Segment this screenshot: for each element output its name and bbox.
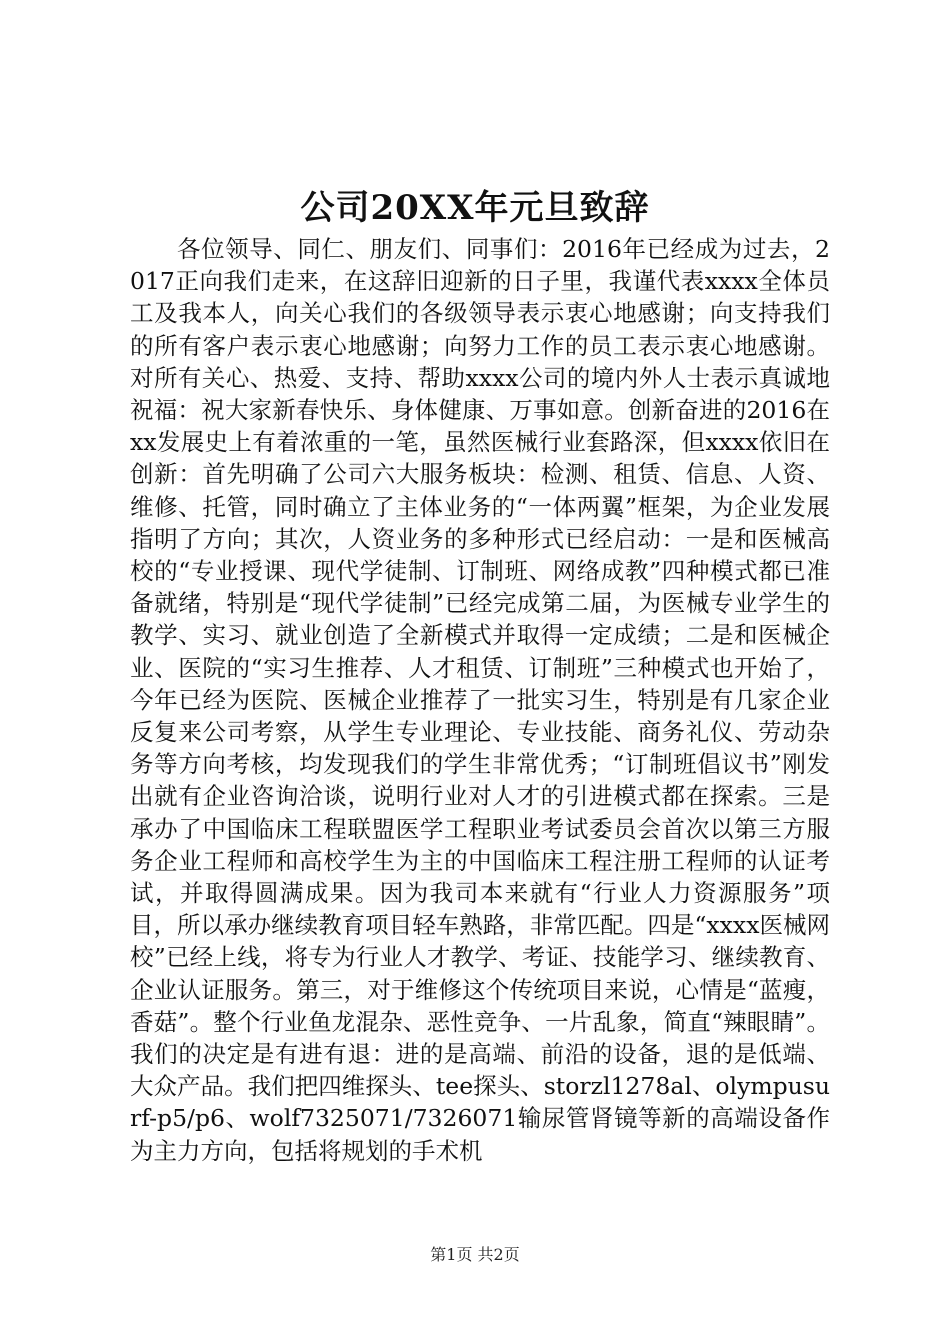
document-title: 公司20XX年元旦致辞 — [300, 188, 650, 228]
document-body: 各位领导、同仁、朋友们、同事们：2016年已经成为过去，2017正向我们走来，在这辞旧迎新的日子里，我谨代表xxxx全体员工及我本人，向关心我们的各级领导表示衷心地感谢；向支持我们的所有客户表示衷心地感谢；向努力工作的员工表示衷心地感谢。对所有关心、热爱、支持、帮助xxxx公司的境内外人士表示真诚地祝福：祝大家新春快乐、身体健康、万事如意。创新奋进的2016在xx发展史上有着浓重的一笔，虽然医械行业套路深，但xxxx依旧在创新：首先明确了公司六大服务板块：检测、租赁、信息、人资、维修、托管，同时确立了主体业务的“一体两翼”框架，为企业发展指明了方向；其次，人资业务的多种形式已经启动：一是和医械高校的“专业授课、现代学徒制、订制班、网络成教”四种模式都已准备就绪，特别是“现代学徒制”已经完成第二届，为医械专业学生的教学、实习、就业创造了全新模式并取得一定成绩；二是和医械企业、医院的“实习生推荐、人才租赁、订制班”三种模式也开始了，今年已经为医院、医械企业推荐了一批实习生，特别是有几家企业反复来公司考察，从学生专业理论、专业技能、商务礼仪、劳动杂务等方向考核，均发现我们的学生非常优秀；“订制班倡议书”刚发出就有企业咨询洽谈，说明行业对人才的引进模式都在探索。三是承办了中国临床工程联盟医学工程职业考试委员会首次以第三方服务企业工程师和高校学生为主的中国临床工程注册工程师的认证考试，并取得圆满成果。因为我司本来就有“行业人力资源服务”项目，所以承办继续教育项目轻车熟路，非常匹配。四是“xxxx医械网校”已经上线，将专为行业人才教学、考证、技能学习、继续教育、企业认证服务。第三，对于维修这个传统项目来说，心情是“蓝瘦，香菇”。整个行业鱼龙混杂、恶性竞争、一片乱象，简直“辣眼睛”。我们的决定是有进有退：进的是高端、前沿的设备，退的是低端、大众产品。我们把四维探头、tee探头、storzl1278al、olympusurf-p5/p6、wolf7325071/7326071输尿管肾镜等新的高端设备作为主力方向，包括将规划的手术机 — [130, 235, 830, 1165]
page-footer: 第1页 共2页 — [430, 1245, 520, 1264]
